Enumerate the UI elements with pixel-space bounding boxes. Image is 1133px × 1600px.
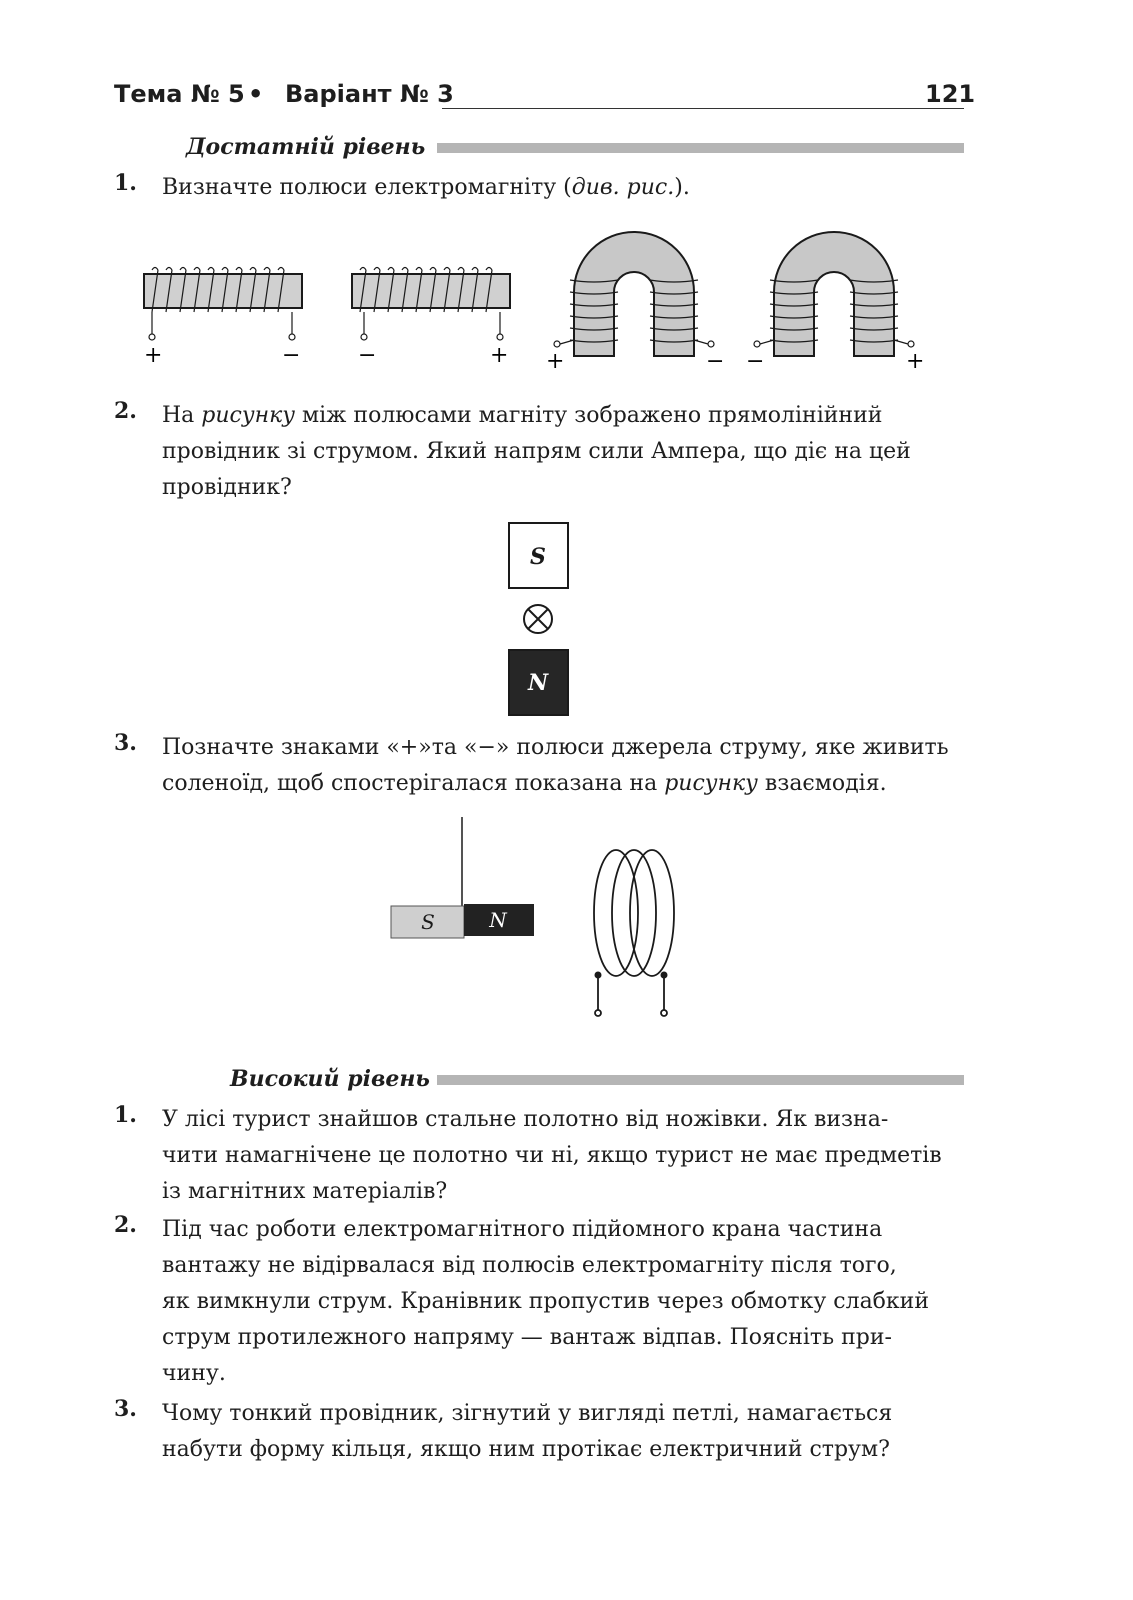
horse1-right-sign: − [706,349,725,374]
section-title-high: Високий рівень [230,1066,430,1092]
horse1-left-sign: + [546,349,565,374]
horseshoe-electromagnet-2 [754,232,914,356]
coil1-left-sign: + [144,343,163,368]
question-text: У лісі турист знайшов стальне полотно від ножівки. Як визна- чити намагнічене це полотно чи ні, якщо турист не має предметів із магнітних матеріалів? [162,1107,942,1204]
question-text: Визначте полюси електромагніту (див. рис.). [162,175,690,200]
magnet-north-label: N [489,908,507,932]
section-bar [437,143,964,153]
section-title-sufficient: Достатній рівень [186,134,426,160]
question-number: 1. [114,1102,137,1128]
question-text: Чому тонкий провідник, зігнутий у вигляді петлі, намагається набути форму кільця, якщо ним протікає електричний струм? [162,1401,893,1462]
question-number: 1. [114,170,137,196]
question-number: 2. [114,1212,137,1238]
straight-electromagnet-2 [352,268,510,341]
question-number: 3. [114,1396,137,1422]
horse2-right-sign: + [906,349,925,374]
question-number: 2. [114,398,137,424]
header-rule [442,108,964,109]
question-text: На рисунку між полюсами магніту зображено прямолінійний провідник зі струмом. Який напрям сили Ампера, що діє на цей провідник? [162,403,911,500]
variant-label: Варіант № 3 [285,80,454,108]
page-number: 121 [925,80,976,108]
north-pole-label: N [527,670,549,696]
question-text: Під час роботи електромагнітного підйомного крана частина вантажу не відірвалася від полюсів електромагніту після того, як вимкнули струм. Кранівник пропустив через обмотку слабкий струм протилежного напряму — вантаж відпав. Поясніть при- чину. [162,1217,930,1386]
question-text: Позначте знаками «+»та «−» полюси джерела струму, яке живить соленоїд, щоб спостерігалася показана на рисунку взаємодія. [162,735,949,796]
section-bar [437,1075,964,1085]
solenoid-coil [594,850,674,1016]
horse2-left-sign: − [746,349,765,374]
topic-label: Тема № 5 [114,80,245,108]
magnet-solenoid-figure [380,815,700,1030]
electromagnets-figure [130,222,950,382]
magnet-south-label: S [421,910,435,934]
coil2-right-sign: + [490,343,509,368]
magnet-conductor-figure [500,518,580,718]
horseshoe-electromagnet-1 [554,232,714,356]
header-bullet: • [248,80,264,108]
coil2-left-sign: − [358,343,377,368]
question-number: 3. [114,730,137,756]
straight-electromagnet-1 [144,268,302,341]
south-pole-label: S [530,544,546,570]
coil1-right-sign: − [282,343,301,368]
